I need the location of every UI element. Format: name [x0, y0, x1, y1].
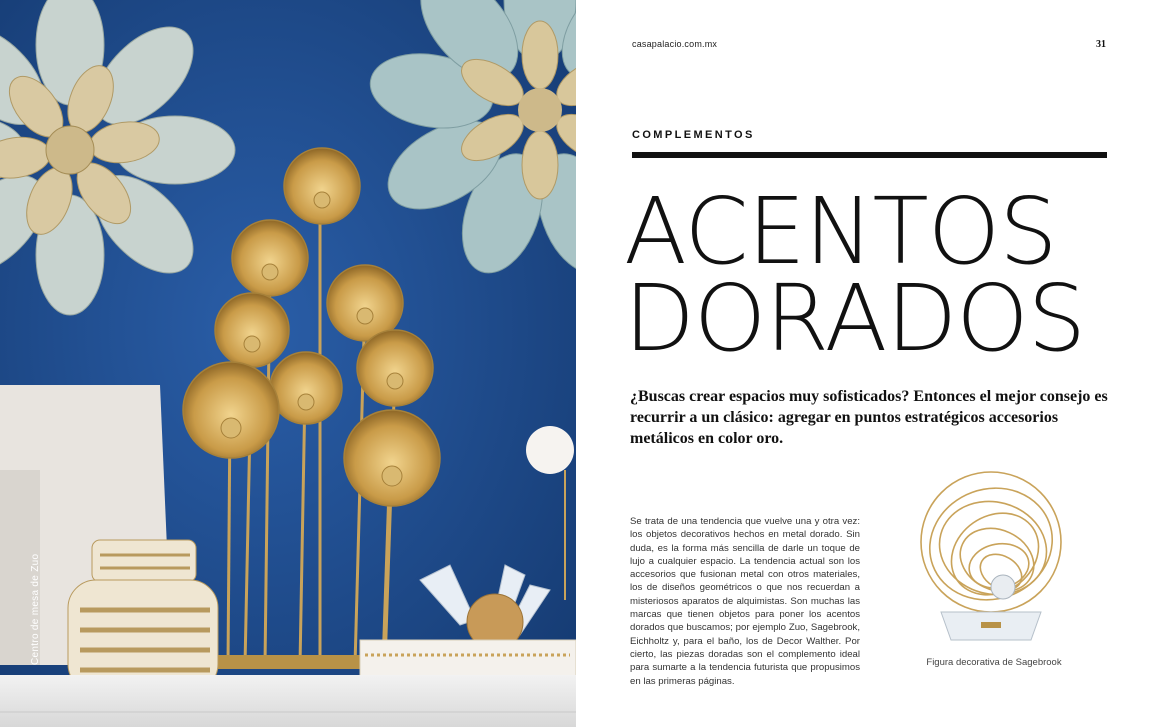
sagebrook-figure-image: [911, 462, 1071, 652]
site-url: casapalacio.com.mx: [632, 39, 718, 49]
photo-caption: Centro de mesa de Zuo: [30, 553, 41, 665]
tabletop: [0, 675, 576, 727]
lead-paragraph: ¿Buscas crear espacios muy sofisticados? Entonces el mejor consejo es recurrir a un clásico: agregar en puntos estratégicos accesorios metálicos en color oro.: [630, 388, 1108, 447]
article-page: [576, 0, 1152, 727]
figure-caption: Figura decorativa de Sagebrook: [926, 657, 1062, 668]
title-line-1: ACENTOS: [624, 178, 1057, 285]
section-label: COMPLEMENTOS: [632, 129, 755, 141]
title-line-2: DORADOS: [624, 265, 1086, 372]
body-paragraph: Se trata de una tendencia que vuelve una y otra vez: los objetos decorativos hechos en metal dorado. Sin duda, es la forma más sencilla de darle un toque de lujo a cualquier espacio. La tendencia actual son los accesorios que fusionan metal con otros materiales, los de diseños geométricos o que nos recuerdan a misteriosos aparatos de alquimistas. Son muchas las marcas que tienen objetos para poner los acentos dorados que buscamos; por ejemplo Zuo, Sagebrook, Eichholtz y, para el baño, los de Decor Walther. Por cierto, las piezas doradas son el complemento ideal para sumarte a la tendencia futurista que propusimos en las primeras páginas.: [630, 516, 860, 687]
section-rule: [632, 152, 1107, 158]
page-number: 31: [1096, 39, 1106, 50]
centerpiece-base: [218, 655, 368, 669]
